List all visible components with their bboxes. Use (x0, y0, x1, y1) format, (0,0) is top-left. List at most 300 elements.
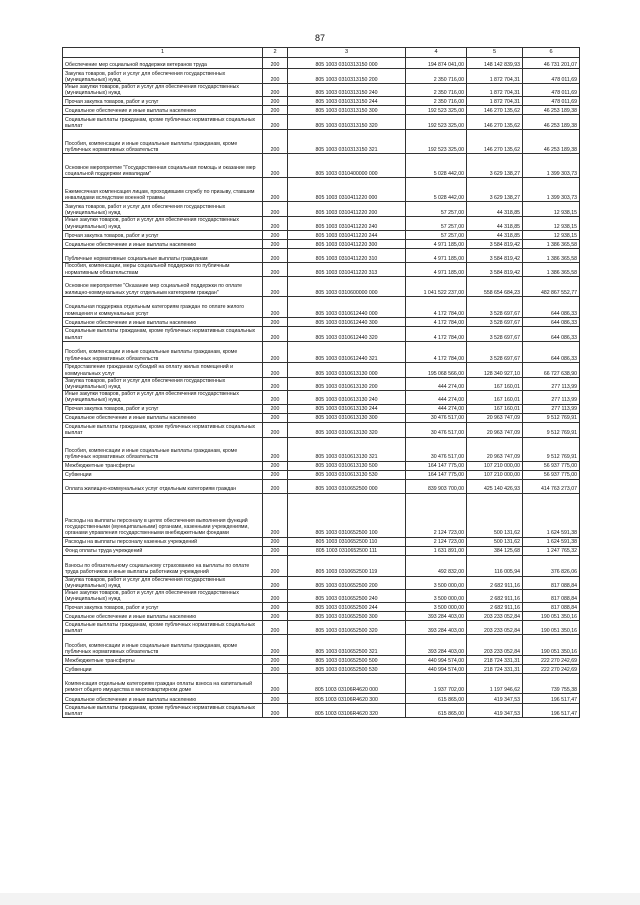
table-row (63, 470, 580, 479)
executed-amount-cell: 146 270 135,62 (467, 115, 523, 130)
classification-code-cell: 805 1003 0310600000 000 (288, 276, 406, 296)
table-row (63, 317, 580, 326)
executed-amount-cell: 167 160,01 (467, 391, 523, 404)
row-name-cell: Социальные выплаты гражданам, кроме публичных нормативных социальных выплат (63, 704, 263, 718)
unexecuted-balance-cell: 376 826,06 (523, 555, 580, 576)
executed-amount-cell: 3 584 819,42 (467, 239, 523, 248)
unexecuted-balance-cell: 1 386 365,58 (523, 248, 580, 262)
classification-code-cell: 805 1003 0310313150 240 (288, 84, 406, 97)
classification-code-cell: 805 1003 0310411220 240 (288, 217, 406, 230)
unexecuted-balance-cell: 196 517,47 (523, 694, 580, 704)
classification-code-cell: 805 1003 0310652500 321 (288, 635, 406, 656)
row-name-cell: Социальные выплаты гражданам, кроме публичных нормативных социальных выплат (63, 422, 263, 437)
executed-amount-cell: 203 233 052,84 (467, 612, 523, 621)
unexecuted-balance-cell: 66 727 638,90 (523, 362, 580, 377)
row-name-cell: Закупка товаров, работ и услуг для обеспечения государственных (муниципальных) нужд (63, 377, 263, 390)
approved-plan-cell: 5 028 442,00 (406, 178, 467, 202)
unexecuted-balance-cell: 1 624 591,38 (523, 537, 580, 546)
grbs-cell: 200 (263, 391, 288, 404)
unexecuted-balance-cell: 414 763 273,07 (523, 479, 580, 493)
table-row (63, 665, 580, 674)
approved-plan-cell: 3 500 000,00 (406, 590, 467, 603)
row-name-cell: Социальные выплаты гражданам, кроме публичных нормативных социальных выплат (63, 115, 263, 130)
row-name-cell: Социальное обеспечение и иные выплаты населению (63, 413, 263, 422)
table-row (63, 404, 580, 413)
row-name-cell: Социальные выплаты гражданам, кроме публичных нормативных социальных выплат (63, 621, 263, 635)
approved-plan-cell: 4 971 185,00 (406, 248, 467, 262)
row-name-cell: Расходы на выплаты персоналу казенных учреждений (63, 537, 263, 546)
approved-plan-cell: 440 994 574,00 (406, 656, 467, 665)
table-row (63, 248, 580, 262)
grbs-cell: 200 (263, 546, 288, 555)
unexecuted-balance-cell: 1 386 365,58 (523, 239, 580, 248)
grbs-cell: 200 (263, 555, 288, 576)
executed-amount-cell: 44 318,85 (467, 202, 523, 217)
unexecuted-balance-cell: 12 938,15 (523, 217, 580, 230)
table-row (63, 461, 580, 470)
unexecuted-balance-cell: 478 011,69 (523, 69, 580, 84)
classification-code-cell: 805 1003 0310652500 244 (288, 603, 406, 612)
approved-plan-cell: 444 274,00 (406, 404, 467, 413)
row-name-cell: Основное мероприятие "Государственная социальная помощь и оказание мер социальной поддержки инвалидам" (63, 154, 263, 178)
unexecuted-balance-cell: 478 011,69 (523, 84, 580, 97)
unexecuted-balance-cell: 9 512 769,91 (523, 437, 580, 461)
table-row (63, 202, 580, 217)
unexecuted-balance-cell: 9 512 769,91 (523, 422, 580, 437)
unexecuted-balance-cell: 12 938,15 (523, 202, 580, 217)
approved-plan-cell: 192 523 325,00 (406, 130, 467, 154)
classification-code-cell: 805 1003 0310652500 000 (288, 479, 406, 493)
grbs-cell: 200 (263, 704, 288, 718)
unexecuted-balance-cell: 1 386 365,58 (523, 262, 580, 276)
approved-plan-cell: 4 971 185,00 (406, 239, 467, 248)
approved-plan-cell: 615 865,00 (406, 694, 467, 704)
executed-amount-cell: 3 584 819,42 (467, 248, 523, 262)
grbs-cell: 200 (263, 106, 288, 115)
executed-amount-cell: 203 233 052,84 (467, 635, 523, 656)
unexecuted-balance-cell: 46 253 189,38 (523, 130, 580, 154)
table-row (63, 130, 580, 154)
row-name-cell: Прочая закупка товаров, работ и услуг (63, 404, 263, 413)
unexecuted-balance-cell: 1 624 591,38 (523, 493, 580, 537)
approved-plan-cell: 57 257,00 (406, 230, 467, 239)
classification-code-cell: 805 1003 0310411220 000 (288, 178, 406, 202)
approved-plan-cell: 2 350 716,00 (406, 69, 467, 84)
grbs-cell: 200 (263, 276, 288, 296)
grbs-cell: 200 (263, 493, 288, 537)
approved-plan-cell: 492 832,00 (406, 555, 467, 576)
unexecuted-balance-cell: 644 086,33 (523, 326, 580, 341)
classification-code-cell: 805 1003 0310652500 100 (288, 493, 406, 537)
table-row (63, 239, 580, 248)
grbs-cell: 200 (263, 154, 288, 178)
grbs-cell: 200 (263, 590, 288, 603)
row-name-cell: Компенсация отдельным категориям граждан оплаты взноса на капитальный ремонт общего имущества в многоквартирном доме (63, 674, 263, 694)
unexecuted-balance-cell: 644 086,33 (523, 341, 580, 362)
executed-amount-cell: 3 528 697,67 (467, 326, 523, 341)
table-row (63, 276, 580, 296)
classification-code-cell: 805 1003 0310652500 530 (288, 665, 406, 674)
row-name-cell: Иные закупки товаров, работ и услуг для обеспечения государственных (муниципальных) нужд (63, 84, 263, 97)
row-name-cell: Предоставление гражданам субсидий на оплату жилых помещений и коммунальных услуг (63, 362, 263, 377)
approved-plan-cell: 4 971 185,00 (406, 262, 467, 276)
table-row (63, 537, 580, 546)
executed-amount-cell: 146 270 135,62 (467, 106, 523, 115)
grbs-cell: 200 (263, 437, 288, 461)
row-name-cell: Субвенции (63, 665, 263, 674)
executed-amount-cell: 20 963 747,09 (467, 437, 523, 461)
unexecuted-balance-cell: 56 937 775,00 (523, 470, 580, 479)
approved-plan-cell: 393 284 403,00 (406, 612, 467, 621)
executed-amount-cell: 44 318,85 (467, 230, 523, 239)
classification-code-cell: 805 1003 0310652500 300 (288, 612, 406, 621)
unexecuted-balance-cell: 12 938,15 (523, 230, 580, 239)
grbs-cell: 200 (263, 202, 288, 217)
grbs-cell: 200 (263, 377, 288, 390)
unexecuted-balance-cell: 1 247 765,32 (523, 546, 580, 555)
table-row (63, 674, 580, 694)
approved-plan-cell: 3 500 000,00 (406, 603, 467, 612)
unexecuted-balance-cell: 644 086,33 (523, 296, 580, 317)
header-cell-1: 1 (63, 48, 263, 58)
table-row (63, 69, 580, 84)
executed-amount-cell: 107 210 000,00 (467, 470, 523, 479)
row-name-cell: Закупка товаров, работ и услуг для обеспечения государственных (муниципальных) нужд (63, 69, 263, 84)
table-row (63, 262, 580, 276)
header-row (63, 48, 580, 58)
table-row (63, 106, 580, 115)
classification-code-cell: 805 1003 0310411220 313 (288, 262, 406, 276)
classification-code-cell: 805 1003 0310313150 200 (288, 69, 406, 84)
row-name-cell: Социальное обеспечение и иные выплаты населению (63, 106, 263, 115)
table-row (63, 603, 580, 612)
unexecuted-balance-cell: 817 088,84 (523, 603, 580, 612)
table-row (63, 84, 580, 97)
table-row (63, 391, 580, 404)
approved-plan-cell: 4 172 784,00 (406, 317, 467, 326)
row-name-cell: Фонд оплаты труда учреждений (63, 546, 263, 555)
executed-amount-cell: 384 125,68 (467, 546, 523, 555)
classification-code-cell: 805 1003 0310652500 500 (288, 656, 406, 665)
row-name-cell: Межбюджетные трансферты (63, 656, 263, 665)
unexecuted-balance-cell: 739 755,38 (523, 674, 580, 694)
row-name-cell: Прочая закупка товаров, работ и услуг (63, 230, 263, 239)
approved-plan-cell: 2 124 723,00 (406, 493, 467, 537)
grbs-cell: 200 (263, 239, 288, 248)
approved-plan-cell: 30 476 517,00 (406, 413, 467, 422)
classification-code-cell: 805 1003 03106R4620 000 (288, 674, 406, 694)
unexecuted-balance-cell: 190 051 350,16 (523, 621, 580, 635)
grbs-cell: 200 (263, 130, 288, 154)
approved-plan-cell: 444 274,00 (406, 391, 467, 404)
approved-plan-cell: 393 284 403,00 (406, 621, 467, 635)
grbs-cell: 200 (263, 603, 288, 612)
approved-plan-cell: 30 476 517,00 (406, 422, 467, 437)
table-row (63, 576, 580, 589)
grbs-cell: 200 (263, 404, 288, 413)
executed-amount-cell: 425 140 426,93 (467, 479, 523, 493)
row-name-cell: Взносы по обязательному социальному страхованию на выплаты по оплате труда работников и иные выплаты работникам учреждений (63, 555, 263, 576)
executed-amount-cell: 20 963 747,09 (467, 422, 523, 437)
approved-plan-cell: 57 257,00 (406, 202, 467, 217)
approved-plan-cell: 195 068 566,00 (406, 362, 467, 377)
table-row (63, 413, 580, 422)
unexecuted-balance-cell: 482 867 552,77 (523, 276, 580, 296)
grbs-cell: 200 (263, 362, 288, 377)
row-name-cell: Закупка товаров, работ и услуг для обеспечения государственных (муниципальных) нужд (63, 576, 263, 589)
approved-plan-cell: 192 523 325,00 (406, 115, 467, 130)
row-name-cell: Закупка товаров, работ и услуг для обеспечения государственных (муниципальных) нужд (63, 202, 263, 217)
approved-plan-cell: 839 903 700,00 (406, 479, 467, 493)
row-name-cell: Пособия, компенсации, меры социальной поддержки по публичным нормативным обязательствам (63, 262, 263, 276)
executed-amount-cell: 128 340 927,10 (467, 362, 523, 377)
grbs-cell: 200 (263, 69, 288, 84)
row-name-cell: Расходы на выплаты персоналу в целях обеспечения выполнения функций государственными (муниципальными) органами, казенными учреждениями, органами управления государственными внебюджетными фондами (63, 493, 263, 537)
table-body (63, 48, 580, 718)
row-name-cell: Социальное обеспечение и иные выплаты населению (63, 694, 263, 704)
table-row (63, 58, 580, 69)
row-name-cell: Иные закупки товаров, работ и услуг для обеспечения государственных (муниципальных) нужд (63, 590, 263, 603)
table-row (63, 479, 580, 493)
executed-amount-cell: 3 528 697,67 (467, 296, 523, 317)
row-name-cell: Оплата жилищно-коммунальных услуг отдельным категориям граждан (63, 479, 263, 493)
table-row (63, 612, 580, 621)
grbs-cell: 200 (263, 115, 288, 130)
unexecuted-balance-cell: 644 086,33 (523, 317, 580, 326)
table-row (63, 635, 580, 656)
classification-code-cell: 805 1003 0310613130 244 (288, 404, 406, 413)
approved-plan-cell: 2 350 716,00 (406, 97, 467, 106)
classification-code-cell: 805 1003 0310612440 000 (288, 296, 406, 317)
grbs-cell: 200 (263, 326, 288, 341)
table-row (63, 437, 580, 461)
executed-amount-cell: 167 160,01 (467, 377, 523, 390)
approved-plan-cell: 164 147 775,00 (406, 470, 467, 479)
row-name-cell: Социальное обеспечение и иные выплаты населению (63, 317, 263, 326)
row-name-cell: Ежемесячная компенсация лицам, проходившим службу по призыву, ставшим инвалидами вследствие военной травмы (63, 178, 263, 202)
table-row (63, 704, 580, 718)
approved-plan-cell: 5 028 442,00 (406, 154, 467, 178)
executed-amount-cell: 3 528 697,67 (467, 341, 523, 362)
table-row (63, 362, 580, 377)
table-row (63, 97, 580, 106)
classification-code-cell: 805 1003 0310612440 320 (288, 326, 406, 341)
table-row (63, 341, 580, 362)
page-bottom-edge (0, 893, 640, 905)
approved-plan-cell: 2 350 716,00 (406, 84, 467, 97)
row-name-cell: Пособия, компенсации и иные социальные выплаты гражданам, кроме публичных нормативных обязательств (63, 341, 263, 362)
executed-amount-cell: 148 142 839,93 (467, 58, 523, 69)
unexecuted-balance-cell: 190 051 350,16 (523, 612, 580, 621)
grbs-cell: 200 (263, 97, 288, 106)
executed-amount-cell: 558 654 684,23 (467, 276, 523, 296)
unexecuted-balance-cell: 9 512 769,91 (523, 413, 580, 422)
table-row (63, 217, 580, 230)
approved-plan-cell: 444 274,00 (406, 377, 467, 390)
table-row (63, 656, 580, 665)
row-name-cell: Социальное обеспечение и иные выплаты населению (63, 612, 263, 621)
grbs-cell: 200 (263, 248, 288, 262)
classification-code-cell: 805 1003 0310313150 000 (288, 58, 406, 69)
grbs-cell: 200 (263, 479, 288, 493)
executed-amount-cell: 167 160,01 (467, 404, 523, 413)
approved-plan-cell: 4 172 784,00 (406, 326, 467, 341)
approved-plan-cell: 2 124 723,00 (406, 537, 467, 546)
table-row (63, 590, 580, 603)
executed-amount-cell: 1 872 704,31 (467, 69, 523, 84)
executed-amount-cell: 1 872 704,31 (467, 97, 523, 106)
table-row (63, 694, 580, 704)
grbs-cell: 200 (263, 665, 288, 674)
classification-code-cell: 805 1003 0310411220 310 (288, 248, 406, 262)
classification-code-cell: 805 1003 0310313150 300 (288, 106, 406, 115)
classification-code-cell: 805 1003 0310613130 320 (288, 422, 406, 437)
header-cell-6: 6 (523, 48, 580, 58)
classification-code-cell: 805 1003 0310612440 300 (288, 317, 406, 326)
classification-code-cell: 805 1003 03106R4620 320 (288, 704, 406, 718)
executed-amount-cell: 2 682 911,16 (467, 576, 523, 589)
row-name-cell: Социальное обеспечение и иные выплаты населению (63, 239, 263, 248)
unexecuted-balance-cell: 46 731 201,07 (523, 58, 580, 69)
header-cell-5: 5 (467, 48, 523, 58)
row-name-cell: Социальная поддержка отдельным категориям граждан по оплате жилого помещения и коммунальных услуг (63, 296, 263, 317)
row-name-cell: Обеспечение мер социальной поддержки ветеранов труда (63, 58, 263, 69)
classification-code-cell: 805 1003 0310613130 240 (288, 391, 406, 404)
row-name-cell: Публичные нормативные социальные выплаты гражданам (63, 248, 263, 262)
unexecuted-balance-cell: 46 253 189,38 (523, 106, 580, 115)
grbs-cell: 200 (263, 576, 288, 589)
executed-amount-cell: 419 347,53 (467, 704, 523, 718)
classification-code-cell: 805 1003 0310313150 320 (288, 115, 406, 130)
classification-code-cell: 805 1003 0310613130 321 (288, 437, 406, 461)
approved-plan-cell: 4 172 784,00 (406, 341, 467, 362)
budget-execution-table (62, 47, 580, 718)
unexecuted-balance-cell: 196 517,47 (523, 704, 580, 718)
unexecuted-balance-cell: 190 051 350,16 (523, 635, 580, 656)
table-row (63, 115, 580, 130)
unexecuted-balance-cell: 817 088,84 (523, 576, 580, 589)
classification-code-cell: 805 1003 0310411220 200 (288, 202, 406, 217)
executed-amount-cell: 1 197 946,62 (467, 674, 523, 694)
executed-amount-cell: 2 682 911,16 (467, 603, 523, 612)
grbs-cell: 200 (263, 413, 288, 422)
unexecuted-balance-cell: 222 270 242,69 (523, 656, 580, 665)
row-name-cell: Субвенции (63, 470, 263, 479)
unexecuted-balance-cell: 46 253 189,38 (523, 115, 580, 130)
executed-amount-cell: 218 724 331,31 (467, 665, 523, 674)
executed-amount-cell: 218 724 331,31 (467, 656, 523, 665)
table-row (63, 555, 580, 576)
approved-plan-cell: 1 937 702,00 (406, 674, 467, 694)
grbs-cell: 200 (263, 217, 288, 230)
approved-plan-cell: 57 257,00 (406, 217, 467, 230)
table-row (63, 230, 580, 239)
grbs-cell: 200 (263, 230, 288, 239)
grbs-cell: 200 (263, 621, 288, 635)
grbs-cell: 200 (263, 317, 288, 326)
executed-amount-cell: 3 629 138,27 (467, 178, 523, 202)
approved-plan-cell: 393 284 403,00 (406, 635, 467, 656)
executed-amount-cell: 107 210 000,00 (467, 461, 523, 470)
grbs-cell: 200 (263, 694, 288, 704)
executed-amount-cell: 2 682 911,16 (467, 590, 523, 603)
grbs-cell: 200 (263, 296, 288, 317)
unexecuted-balance-cell: 478 011,69 (523, 97, 580, 106)
unexecuted-balance-cell: 277 113,99 (523, 377, 580, 390)
table-row (63, 178, 580, 202)
grbs-cell: 200 (263, 58, 288, 69)
approved-plan-cell: 615 865,00 (406, 704, 467, 718)
classification-code-cell: 805 1003 0310613130 500 (288, 461, 406, 470)
grbs-cell: 200 (263, 656, 288, 665)
row-name-cell: Пособия, компенсации и иные социальные выплаты гражданам, кроме публичных нормативных обязательств (63, 130, 263, 154)
executed-amount-cell: 116 005,94 (467, 555, 523, 576)
executed-amount-cell: 3 584 819,42 (467, 262, 523, 276)
grbs-cell: 200 (263, 470, 288, 479)
executed-amount-cell: 146 270 135,62 (467, 130, 523, 154)
classification-code-cell: 805 1003 0310652500 200 (288, 576, 406, 589)
classification-code-cell: 805 1003 03106R4620 300 (288, 694, 406, 704)
classification-code-cell: 805 1003 0310613130 530 (288, 470, 406, 479)
classification-code-cell: 805 1003 0310612440 321 (288, 341, 406, 362)
classification-code-cell: 805 1003 0310652500 119 (288, 555, 406, 576)
classification-code-cell: 805 1003 0310313150 244 (288, 97, 406, 106)
approved-plan-cell: 30 476 517,00 (406, 437, 467, 461)
header-cell-3: 3 (288, 48, 406, 58)
grbs-cell: 200 (263, 674, 288, 694)
grbs-cell: 200 (263, 612, 288, 621)
row-name-cell: Пособия, компенсации и иные социальные выплаты гражданам, кроме публичных нормативных обязательств (63, 437, 263, 461)
classification-code-cell: 805 1003 0310613130 200 (288, 377, 406, 390)
header-cell-2: 2 (263, 48, 288, 58)
grbs-cell: 200 (263, 341, 288, 362)
table-row (63, 296, 580, 317)
table-row (63, 377, 580, 390)
executed-amount-cell: 500 131,62 (467, 493, 523, 537)
approved-plan-cell: 4 172 784,00 (406, 296, 467, 317)
classification-code-cell: 805 1003 0310652500 240 (288, 590, 406, 603)
executed-amount-cell: 3 629 138,27 (467, 154, 523, 178)
unexecuted-balance-cell: 277 113,99 (523, 391, 580, 404)
grbs-cell: 200 (263, 635, 288, 656)
table-row (63, 422, 580, 437)
approved-plan-cell: 440 994 574,00 (406, 665, 467, 674)
executed-amount-cell: 20 963 747,09 (467, 413, 523, 422)
table-row (63, 493, 580, 537)
row-name-cell: Пособия, компенсации и иные социальные выплаты гражданам, кроме публичных нормативных обязательств (63, 635, 263, 656)
approved-plan-cell: 3 500 000,00 (406, 576, 467, 589)
page-number: 87 (314, 33, 325, 43)
classification-code-cell: 805 1003 0310400000 000 (288, 154, 406, 178)
unexecuted-balance-cell: 817 088,84 (523, 590, 580, 603)
classification-code-cell: 805 1003 0310652500 111 (288, 546, 406, 555)
unexecuted-balance-cell: 1 399 303,73 (523, 178, 580, 202)
row-name-cell: Межбюджетные трансферты (63, 461, 263, 470)
classification-code-cell: 805 1003 0310313150 321 (288, 130, 406, 154)
grbs-cell: 200 (263, 422, 288, 437)
unexecuted-balance-cell: 56 937 775,00 (523, 461, 580, 470)
grbs-cell: 200 (263, 262, 288, 276)
executed-amount-cell: 44 318,85 (467, 217, 523, 230)
classification-code-cell: 805 1003 0310613130 000 (288, 362, 406, 377)
row-name-cell: Иные закупки товаров, работ и услуг для обеспечения государственных (муниципальных) нужд (63, 217, 263, 230)
executed-amount-cell: 419 347,53 (467, 694, 523, 704)
grbs-cell: 200 (263, 537, 288, 546)
classification-code-cell: 805 1003 0310613130 300 (288, 413, 406, 422)
classification-code-cell: 805 1003 0310411220 300 (288, 239, 406, 248)
row-name-cell: Социальные выплаты гражданам, кроме публичных нормативных социальных выплат (63, 326, 263, 341)
grbs-cell: 200 (263, 178, 288, 202)
